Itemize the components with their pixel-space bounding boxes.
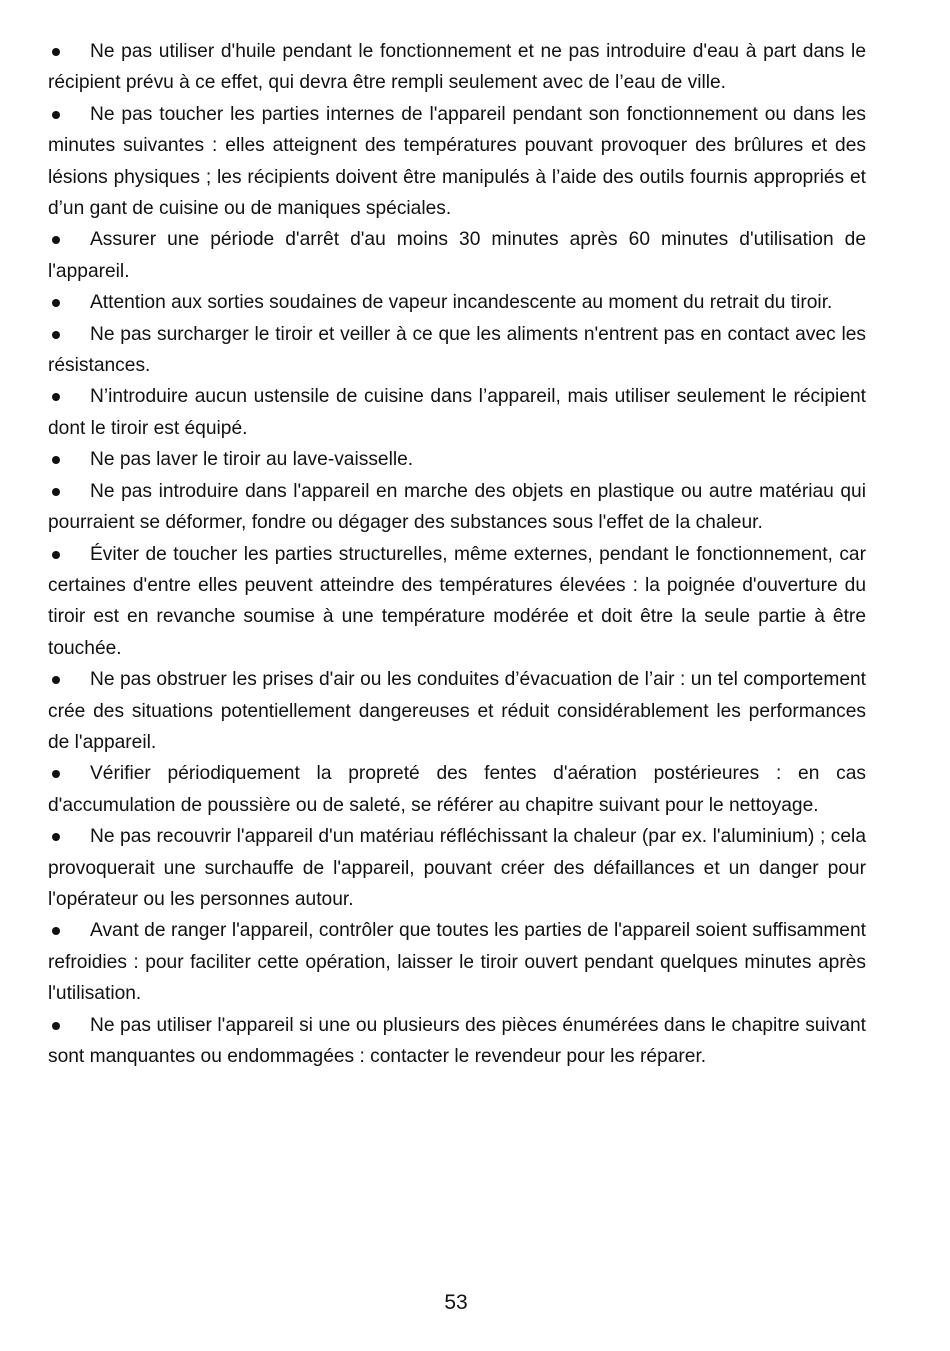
list-item-text: Éviter de toucher les parties structurelles, même externes, pendant le fonctionnement, car certaines d'entre elles peuvent atteindre des températures élevées : la poignée d'ouverture du tiroir est en revanche soumise à une température modérée et doit être la seule partie à être touchée. <box>48 543 866 659</box>
bullet-icon <box>52 927 60 935</box>
list-item-text: Vérifier périodiquement la propreté des fentes d'aération postérieures : en cas d'accumulation de poussière ou de saleté, se référer au chapitre suivant pour le nettoyage. <box>48 763 866 816</box>
bullet-icon <box>52 833 60 841</box>
list-item-text: Ne pas recouvrir l'appareil d'un matériau réfléchissant la chaleur (par ex. l'aluminium) ; cela provoquerait une surchauffe de l'appareil, pouvant créer des défaillances et un danger pour l'opérateur ou les personnes autour. <box>48 826 866 910</box>
bullet-icon <box>52 1022 60 1030</box>
bullet-icon <box>52 770 60 778</box>
list-item-text: Ne pas obstruer les prises d'air ou les conduites d’évacuation de l’air : un tel comportement crée des situations potentiellement dangereuses et réduit considérablement les performances de l'appareil. <box>48 669 866 753</box>
bullet-icon <box>52 488 60 496</box>
list-item <box>48 381 866 444</box>
list-item <box>48 821 866 915</box>
bullet-icon <box>52 331 60 339</box>
list-item <box>48 1010 866 1073</box>
list-item <box>48 319 866 382</box>
bullet-icon <box>52 299 60 307</box>
list-item-text: Ne pas utiliser d'huile pendant le fonctionnement et ne pas introduire d'eau à part dans le récipient prévu à ce effet, qui devra être rempli seulement avec de l’eau de ville. <box>48 41 866 94</box>
safety-instructions-list <box>48 36 866 1072</box>
list-item <box>48 99 866 225</box>
bullet-icon <box>52 48 60 56</box>
list-item <box>48 915 866 1009</box>
list-item-text: Ne pas surcharger le tiroir et veiller à ce que les aliments n'entrent pas en contact avec les résistances. <box>48 323 866 377</box>
bullet-icon <box>52 236 60 244</box>
bullet-icon <box>52 456 60 464</box>
bullet-icon <box>52 393 60 401</box>
list-item-text: Ne pas laver le tiroir au lave-vaisselle. <box>90 449 414 471</box>
list-item <box>48 476 866 539</box>
list-item <box>48 539 866 665</box>
list-item-text: Ne pas utiliser l'appareil si une ou plusieurs des pièces énumérées dans le chapitre suivant sont manquantes ou endommagées : contacter le revendeur pour les réparer. <box>48 1014 866 1067</box>
list-item-text: Avant de ranger l'appareil, contrôler que toutes les parties de l'appareil soient suffisamment refroidies : pour faciliter cette opération, laisser le tiroir ouvert pendant quelques minutes après l'utilisation. <box>48 920 866 1005</box>
list-item <box>48 758 866 821</box>
list-item <box>48 287 866 318</box>
list-item <box>48 444 866 475</box>
list-item-text: Assurer une période d'arrêt d'au moins 30 minutes après 60 minutes d'utilisation de l'appareil. <box>48 229 866 282</box>
list-item <box>48 224 866 287</box>
page-number: 53 <box>444 1291 468 1314</box>
bullet-icon <box>52 551 60 559</box>
bullet-icon <box>52 676 60 684</box>
bullet-icon <box>52 111 60 119</box>
list-item-text: Ne pas introduire dans l'appareil en marche des objets en plastique ou autre matériau qui pourraient se déformer, fondre ou dégager des substances sous l'effet de la chaleur. <box>48 480 866 534</box>
list-item-text: Attention aux sorties soudaines de vapeur incandescente au moment du retrait du tiroir. <box>90 292 833 314</box>
list-item <box>48 664 866 758</box>
list-item <box>48 36 866 99</box>
list-item-text: Ne pas toucher les parties internes de l'appareil pendant son fonctionnement ou dans les minutes suivantes : elles atteignent des températures pouvant provoquer des brûlures et des lésions physiques ; les récipients doivent être manipulés à l’aide des outils fournis appropriés et d’un gant de cuisine ou de maniques spéciales. <box>48 103 866 220</box>
list-item-text: N’introduire aucun ustensile de cuisine dans l’appareil, mais utiliser seulement le récipient dont le tiroir est équipé. <box>48 386 866 439</box>
